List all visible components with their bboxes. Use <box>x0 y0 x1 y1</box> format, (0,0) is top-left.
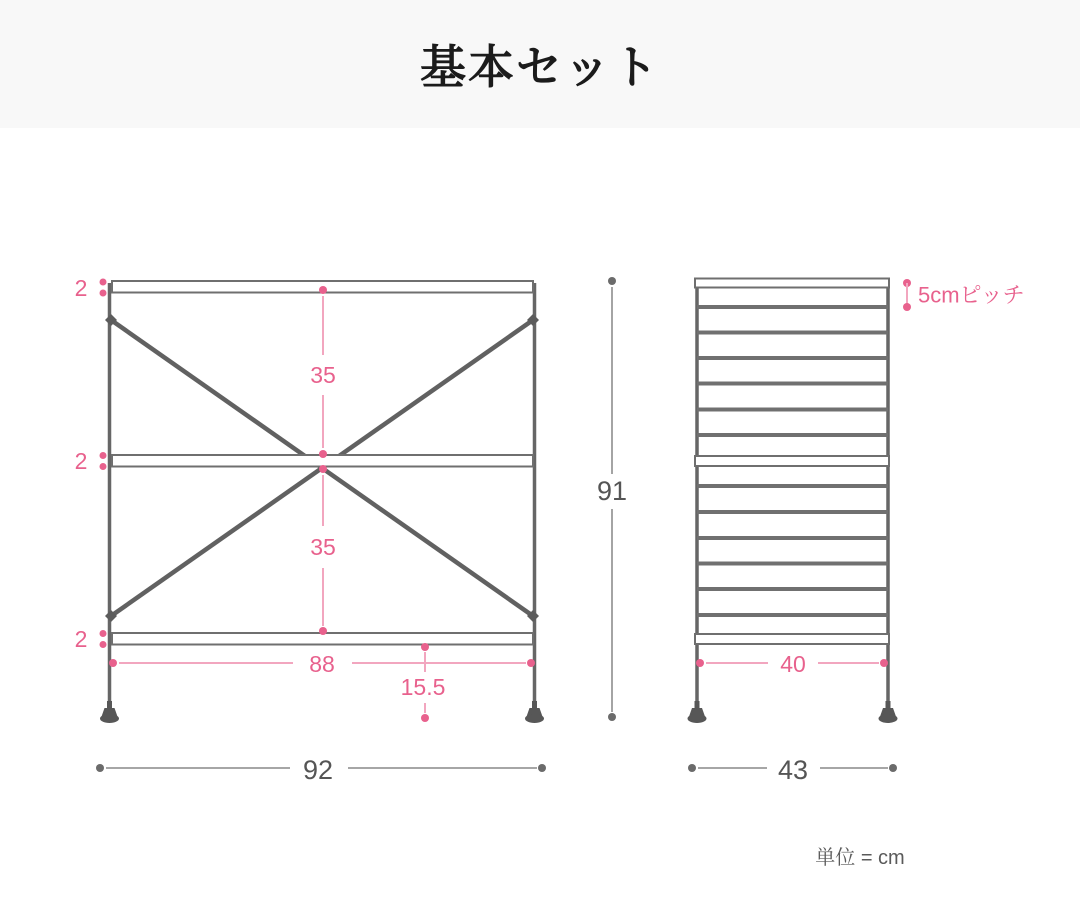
dim-lower-gap-label: 35 <box>310 534 336 560</box>
dim-middle-shelf-thickness <box>75 448 107 474</box>
front-left-foot <box>100 701 119 723</box>
dim-side-overall-width <box>688 755 897 785</box>
page-title: 基本セット <box>420 41 660 93</box>
dim-front-overall-width <box>96 755 546 785</box>
side-right-foot <box>879 701 898 723</box>
dim-label: 15.5 <box>400 674 446 700</box>
title-banner <box>0 0 1080 128</box>
side-middle-board <box>695 456 889 466</box>
unit-note: 単位 = cm <box>815 847 905 869</box>
dim-label: 2 <box>74 626 88 652</box>
dim-label: 5cmピッチ <box>918 282 1025 308</box>
side-left-foot <box>688 701 707 723</box>
front-view-drawing <box>75 275 627 785</box>
dim-label: 40 <box>780 651 806 677</box>
side-top-board <box>695 279 889 288</box>
dim-bottom-shelf-thickness <box>75 626 107 652</box>
dim-top-shelf-thickness <box>75 275 107 301</box>
dim-label: 92 <box>302 755 334 785</box>
dim-label: 91 <box>596 476 628 506</box>
dim-overall-height <box>597 277 627 721</box>
dim-label: 2 <box>74 275 88 301</box>
dim-label: 43 <box>777 755 809 785</box>
diagram-area <box>0 128 1080 912</box>
dim-upper-gap-label: 35 <box>310 362 336 388</box>
dim-label: 88 <box>309 651 335 677</box>
side-view-drawing <box>688 279 1025 786</box>
dim-floor-clearance <box>401 643 446 722</box>
side-bottom-board <box>695 634 889 644</box>
dim-side-inner-width <box>696 651 888 677</box>
dim-front-inner-width <box>109 651 535 677</box>
front-right-foot <box>525 701 544 723</box>
dim-pitch <box>903 279 1025 311</box>
dim-label: 2 <box>74 448 88 474</box>
